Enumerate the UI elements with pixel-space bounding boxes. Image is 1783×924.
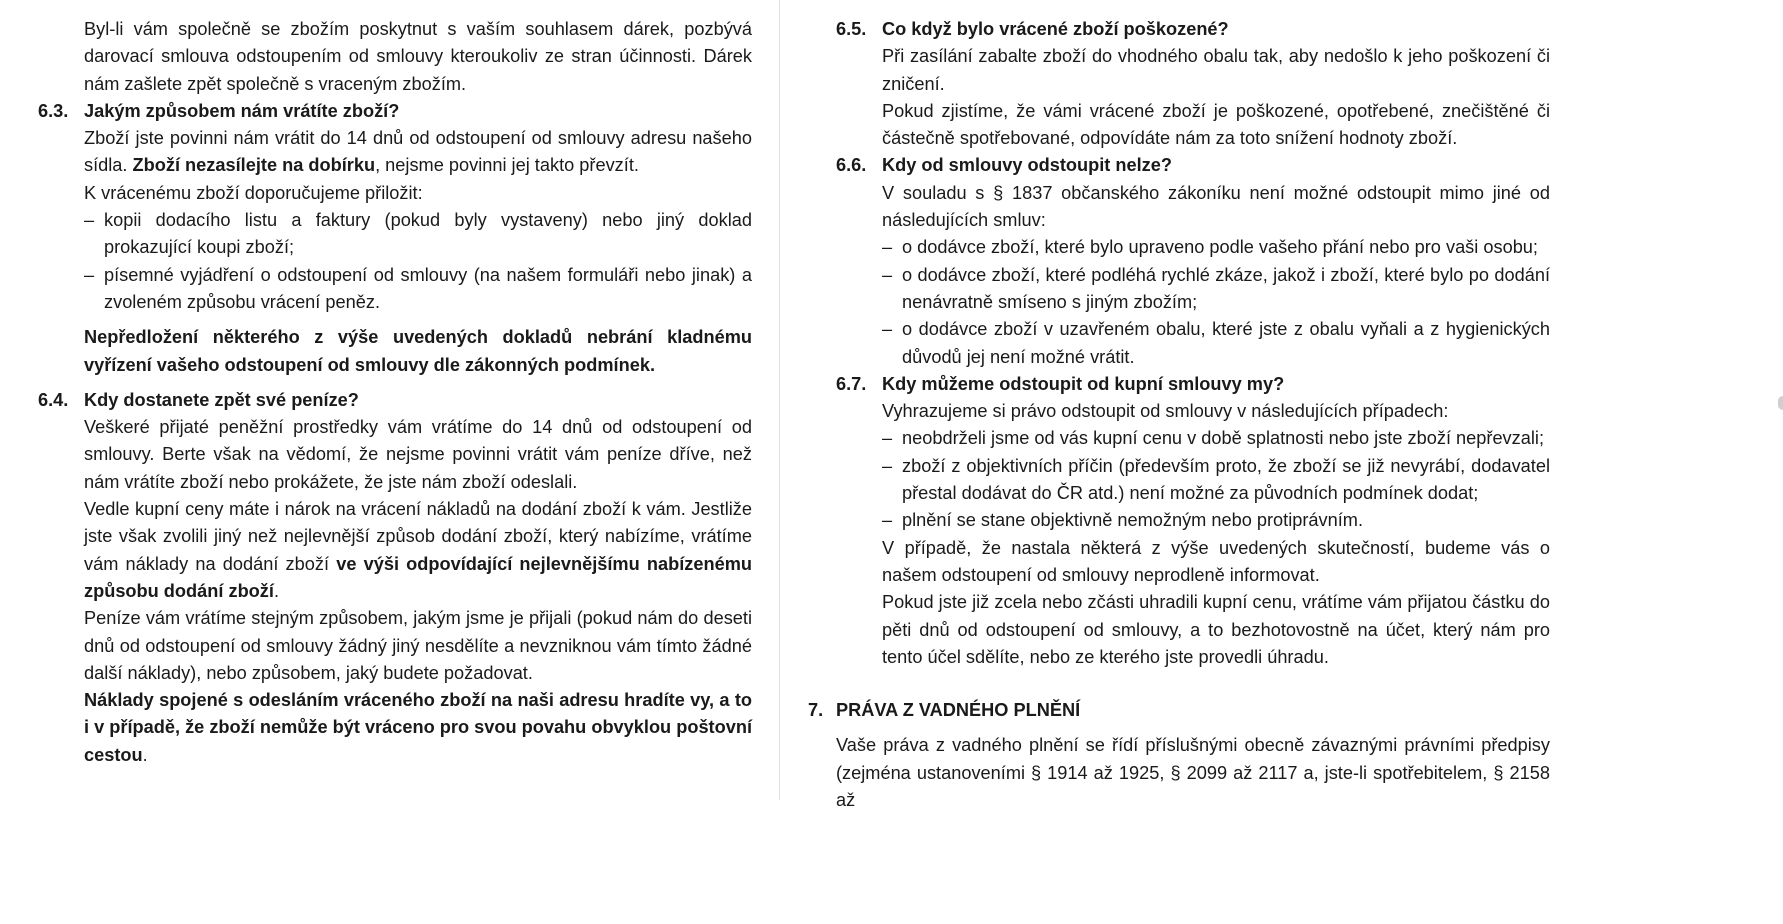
list-item-text: kopii dodacího listu a faktury (pokud byly vystaveny) nebo jiný doklad prokazující koupi zboží; [104, 210, 752, 258]
bold-text-run: Nepředložení některého z výše uvedených dokladů nebrání kladnému vyřízení vašeho odstoupení od smlouvy dle zákonných podmínek. [84, 327, 752, 375]
attachments-list [38, 207, 752, 316]
refund-deadline-paragraph: Veškeré přijaté peněžní prostředky vám vrátíme do 14 dnů od odstoupení od smlouvy. Berte však na vědomí, že nejsme povinni vrátit vám peníze dříve, než nám vrátíte zboží nebo prokážete, že jste nám zboží odeslali. [84, 417, 752, 492]
section-6-5-heading [808, 16, 1550, 43]
list-item-text: neobdrželi jsme od vás kupní cenu v době splatnosti nebo jste zboží nepřevzali; [902, 428, 1544, 449]
text-run: Vedle kupní ceny máte i nárok na vrácení nákladů na dodání zboží k vám. Jestliže jste však zvolili jiný než nejlevnější způsob dodání zboží, který nabízíme, vrátíme vám náklady na dodání zboží [84, 499, 752, 574]
dash-bullet: – [882, 428, 893, 449]
list-item [808, 234, 1550, 261]
dash-bullet: – [882, 237, 893, 258]
list-item [808, 507, 1550, 534]
right-column [808, 16, 1550, 814]
refund-paragraph: Pokud jste již zcela nebo zčásti uhradili kupní cenu, vrátíme vám přijatou částku do pěti dnů od odstoupení od smlouvy, a to bezhotovostně na účet, který nám pro tento účel sdělíte, nebo ze kterého jste provedli úhradu. [882, 592, 1550, 667]
defect-rights-paragraph: Vaše práva z vadného plnění se řídí příslušnými obecně závaznými právními předpisy (zejména ustanoveními § 1914 až 1925, § 2099 až 2117 a, jste-li spotřebitelem, § 2158 až [836, 735, 1550, 811]
dash-bullet: – [84, 210, 95, 231]
seller-withdrawal-intro: Vyhrazujeme si právo odstoupit od smlouvy v následujících případech: [882, 401, 1449, 422]
list-item-text: o dodávce zboží v uzavřeném obalu, které jste z obalu vyňali a z hygienických důvodů jej není možné vrátit. [902, 319, 1550, 367]
section-7-heading [808, 697, 1550, 724]
bold-text-run: ve výši odpovídající nejlevnějšímu nabízenému způsobu dodání zboží [84, 553, 752, 601]
text-run: , nejsme povinni jej takto převzít. [375, 155, 639, 176]
section-6-6-heading [808, 152, 1550, 179]
dash-bullet: – [84, 264, 95, 285]
left-column [38, 16, 752, 769]
section-6-4-heading [38, 387, 752, 414]
section-number: 6.7. [836, 373, 867, 394]
section-number: 6.5. [836, 19, 867, 39]
list-item [38, 262, 752, 317]
dash-bullet: – [882, 510, 893, 531]
dash-bullet: – [882, 319, 893, 340]
list-item-text: písemné vyjádření o odstoupení od smlouvy (na našem formuláři nebo jinak) a zvoleném způsobu vrácení peněz. [104, 264, 752, 312]
delivery-cost-paragraph [38, 496, 752, 605]
gift-paragraph: Byl-li vám společně se zbožím poskytnut s vaším souhlasem dárek, pozbývá darovací smlouva odstoupením od smlouvy kteroukoliv ze stran účinnosti. Dárek nám zašlete zpět společně s vraceným zbožím. [84, 19, 752, 94]
notification-paragraph: V případě, že nastala některá z výše uvedených skutečností, budeme vás o našem odstoupení od smlouvy neprodleně informovat. [882, 537, 1550, 585]
section-6-7-heading [808, 371, 1550, 398]
list-item [38, 207, 752, 262]
list-item-text: plnění se stane objektivně nemožným nebo protiprávním. [902, 510, 1364, 531]
packaging-paragraph: Při zasílání zabalte zboží do vhodného obalu tak, aby nedošlo k jeho poškození či zničení. [882, 46, 1550, 94]
section-number: 7. [808, 700, 824, 721]
bold-text-run: Náklady spojené s odesláním vráceného zboží na naši adresu hradíte vy, a to i v případě, že zboží nemůže být vráceno pro svou povahu obvyklou poštovní cestou [84, 690, 752, 765]
section-number: 6.4. [38, 389, 69, 410]
section-number: 6.6. [836, 155, 867, 176]
return-deadline-paragraph [38, 125, 752, 180]
dash-bullet: – [882, 264, 893, 285]
dash-bullet: – [882, 455, 893, 476]
section-number: 6.3. [38, 100, 69, 121]
list-item [808, 316, 1550, 371]
list-item-text: o dodávce zboží, které bylo upraveno podle vašeho přání nebo pro vaši osobu; [902, 237, 1538, 258]
scrollbar-edge-marker [1778, 396, 1783, 410]
documents-note [38, 324, 752, 379]
list-item [808, 453, 1550, 508]
column-divider [779, 0, 780, 800]
text-run: . [142, 744, 148, 765]
list-item [808, 425, 1550, 452]
section-title: PRÁVA Z VADNÉHO PLNĚNÍ [836, 700, 1081, 721]
section-title: Kdy od smlouvy odstoupit nelze? [882, 155, 1173, 176]
return-cost-paragraph [38, 687, 752, 769]
withdrawal-reasons-list [808, 425, 1550, 534]
damage-paragraph: Pokud zjistíme, že vámi vrácené zboží je poškozené, opotřebené, znečištěné či částečně spotřebované, odpovídáte nám za toto snížení hodnoty zboží. [882, 100, 1550, 149]
attachments-intro: K vrácenému zboží doporučujeme přiložit: [84, 182, 423, 203]
refund-method-paragraph: Peníze vám vrátíme stejným způsobem, jakým jsme je přijali (pokud nám do deseti dnů od odstoupení od smlouvy žádný jiný nesdělíte a nevzniknou vám tímto žádné další náklady), nebo způsobem, jaký budete požadovat. [84, 608, 752, 683]
section-title: Co když bylo vrácené zboží poškozené? [882, 19, 1229, 39]
list-item [808, 262, 1550, 317]
section-6-3-heading [38, 98, 752, 125]
text-run: Zboží jste povinni nám vrátit do 14 dnů od odstoupení od smlouvy adresu našeho sídla. [84, 128, 752, 176]
exceptions-intro: V souladu s § 1837 občanského zákoníku není možné odstoupit mimo jiné od následujících smluv: [882, 182, 1550, 231]
section-title: Kdy dostanete zpět své peníze? [84, 389, 359, 410]
section-title: Kdy můžeme odstoupit od kupní smlouvy my? [882, 373, 1285, 394]
bold-text-run: Zboží nezasílejte na dobírku [132, 155, 376, 176]
section-title: Jakým způsobem nám vrátíte zboží? [84, 100, 400, 121]
list-item-text: zboží z objektivních příčin (především proto, že zboží se již nevyrábí, dodavatel přestal dodávat do ČR atd.) není možné za původních podmínek dodat; [902, 455, 1550, 504]
exceptions-list [808, 234, 1550, 370]
text-run: . [273, 580, 279, 601]
list-item-text: o dodávce zboží, které podléhá rychlé zkáze, jakož i zboží, které bylo po dodání nenávratně smíseno s jiným zbožím; [902, 264, 1550, 312]
